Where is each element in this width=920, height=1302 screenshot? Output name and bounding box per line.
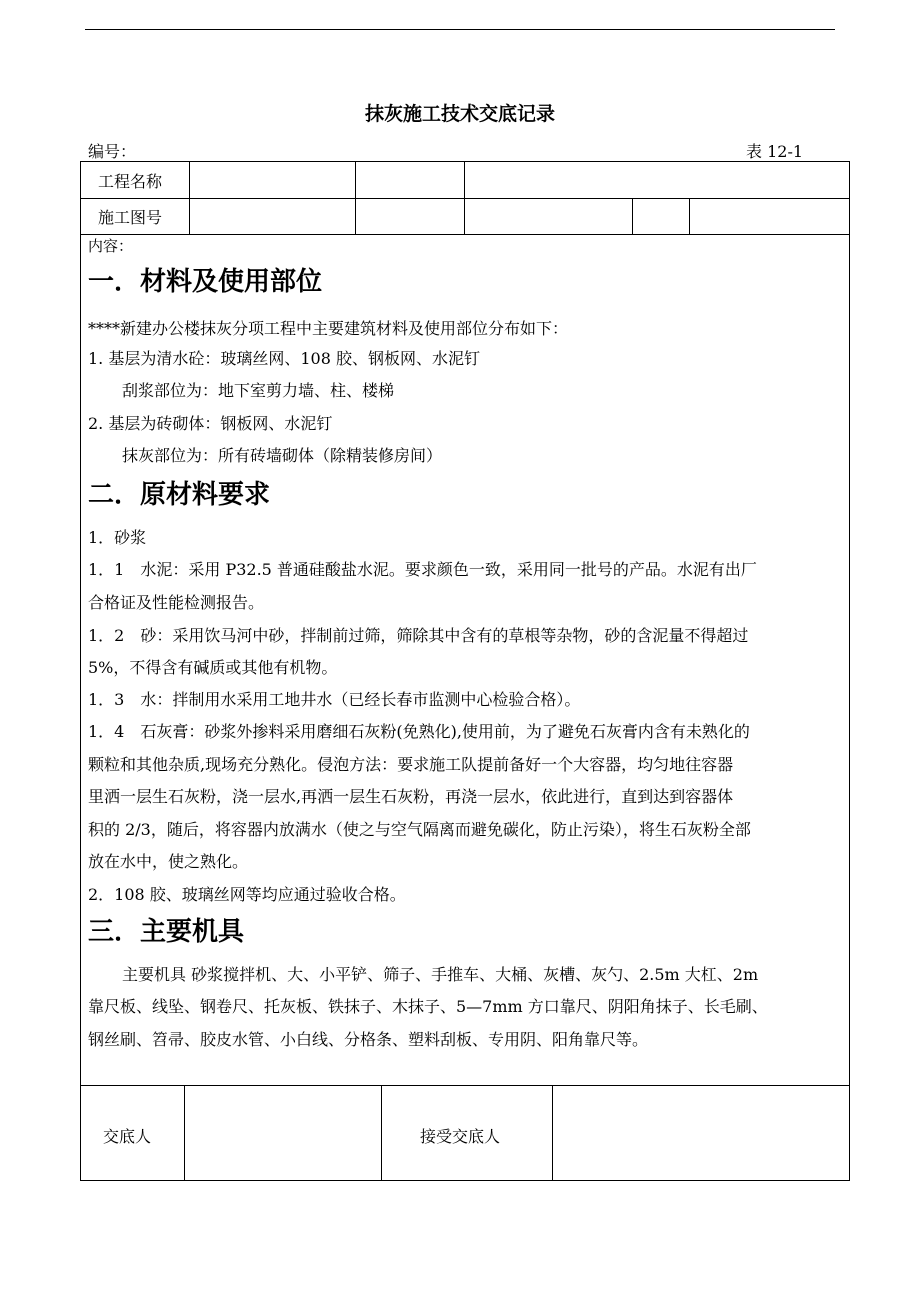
top-rule xyxy=(85,29,835,30)
document-title: 抹灰施工技术交底记录 xyxy=(364,103,555,125)
water-line: 1．3 水：拌制用水采用工地井水（已经长春市监测中心检验合格）。 xyxy=(88,690,581,709)
column-divider xyxy=(464,162,465,234)
column-divider xyxy=(189,162,190,234)
materials-item-2: 2. 基层为砖砌体：钢板网、水泥钉 xyxy=(88,414,333,433)
lime-line-1: 1．4 石灰膏：砂浆外掺料采用磨细石灰粉(免熟化),使用前，为了避免石灰膏内含有未熟化的 xyxy=(88,722,750,741)
column-divider xyxy=(355,162,356,234)
discloser-label: 交底人 xyxy=(103,1127,152,1146)
number-label: 编号： xyxy=(88,142,137,161)
row-divider xyxy=(81,198,849,199)
project-name-value[interactable] xyxy=(191,164,353,196)
column-divider xyxy=(381,1085,382,1181)
mortar-heading: 1．砂浆 xyxy=(88,528,147,547)
row-divider xyxy=(81,234,849,235)
receiver-signature[interactable] xyxy=(555,1088,847,1178)
table-number: 表 12-1 xyxy=(746,142,804,161)
cement-line-2: 合格证及性能检测报告。 xyxy=(88,593,265,612)
glue-mesh-line: 2．108 胶、玻璃丝网等均应通过验收合格。 xyxy=(88,885,406,904)
column-divider xyxy=(184,1085,185,1181)
lime-line-2: 颗粒和其他杂质,现场充分熟化。侵泡方法：要求施工队提前备好一个大容器，均匀地往容器 xyxy=(88,755,734,774)
materials-item-2-location: 抹灰部位为：所有砖墙砌体（除精装修房间） xyxy=(122,446,443,465)
sand-line-2: 5%，不得含有碱质或其他有机物。 xyxy=(88,658,338,677)
materials-item-1-location: 刮浆部位为：地下室剪力墙、柱、楼梯 xyxy=(122,381,395,400)
drawing-no-value[interactable] xyxy=(191,200,353,232)
column-divider xyxy=(689,198,690,234)
cement-line-1: 1．1 水泥：采用 P32.5 普通硅酸盐水泥。要求颜色一致，采用同一批号的产品。水泥有出厂 xyxy=(88,560,757,579)
materials-intro: ****新建办公楼抹灰分项工程中主要建筑材料及使用部位分布如下： xyxy=(88,319,569,338)
discloser-signature[interactable] xyxy=(187,1088,379,1178)
column-divider xyxy=(632,198,633,234)
sand-line-1: 1．2 砂：采用饮马河中砂，拌制前过筛，筛除其中含有的草根等杂物，砂的含泥量不得超过 xyxy=(88,626,749,645)
tools-line-3: 钢丝刷、笤帚、胶皮水管、小白线、分格条、塑料刮板、专用阴、阳角靠尺等。 xyxy=(88,1030,649,1049)
section-tools-title: 三．主要机具 xyxy=(88,917,245,947)
lime-line-3: 里洒一层生石灰粉，浇一层水,再洒一层生石灰粉，再浇一层水，依此进行，直到达到容器体 xyxy=(88,787,734,806)
lime-line-4: 积的 2/3，随后，将容器内放满水（使之与空气隔离而避免碳化，防止污染），将生石灰粉全部 xyxy=(88,820,751,839)
section-raw-materials-title: 二．原材料要求 xyxy=(88,480,271,510)
receiver-label: 接受交底人 xyxy=(420,1127,501,1146)
materials-item-1: 1. 基层为清水砼：玻璃丝网、108 胶、钢板网、水泥钉 xyxy=(88,349,480,368)
content-label: 内容： xyxy=(88,237,134,255)
drawing-no-label: 施工图号 xyxy=(98,208,163,227)
lime-line-5: 放在水中，使之熟化。 xyxy=(88,852,249,871)
tools-line-1: 主要机具 砂浆搅拌机、大、小平铲、筛子、手推车、大桶、灰槽、灰勺、2.5m 大杠、2m xyxy=(122,965,759,984)
row-divider xyxy=(81,1085,849,1086)
column-divider xyxy=(552,1085,553,1181)
tools-line-2: 靠尺板、线坠、钢卷尺、托灰板、铁抹子、木抹子、5—7mm 方口靠尺、阴阳角抹子、长毛刷、 xyxy=(88,997,768,1016)
section-materials-title: 一．材料及使用部位 xyxy=(88,267,323,297)
project-name-label: 工程名称 xyxy=(98,172,163,191)
